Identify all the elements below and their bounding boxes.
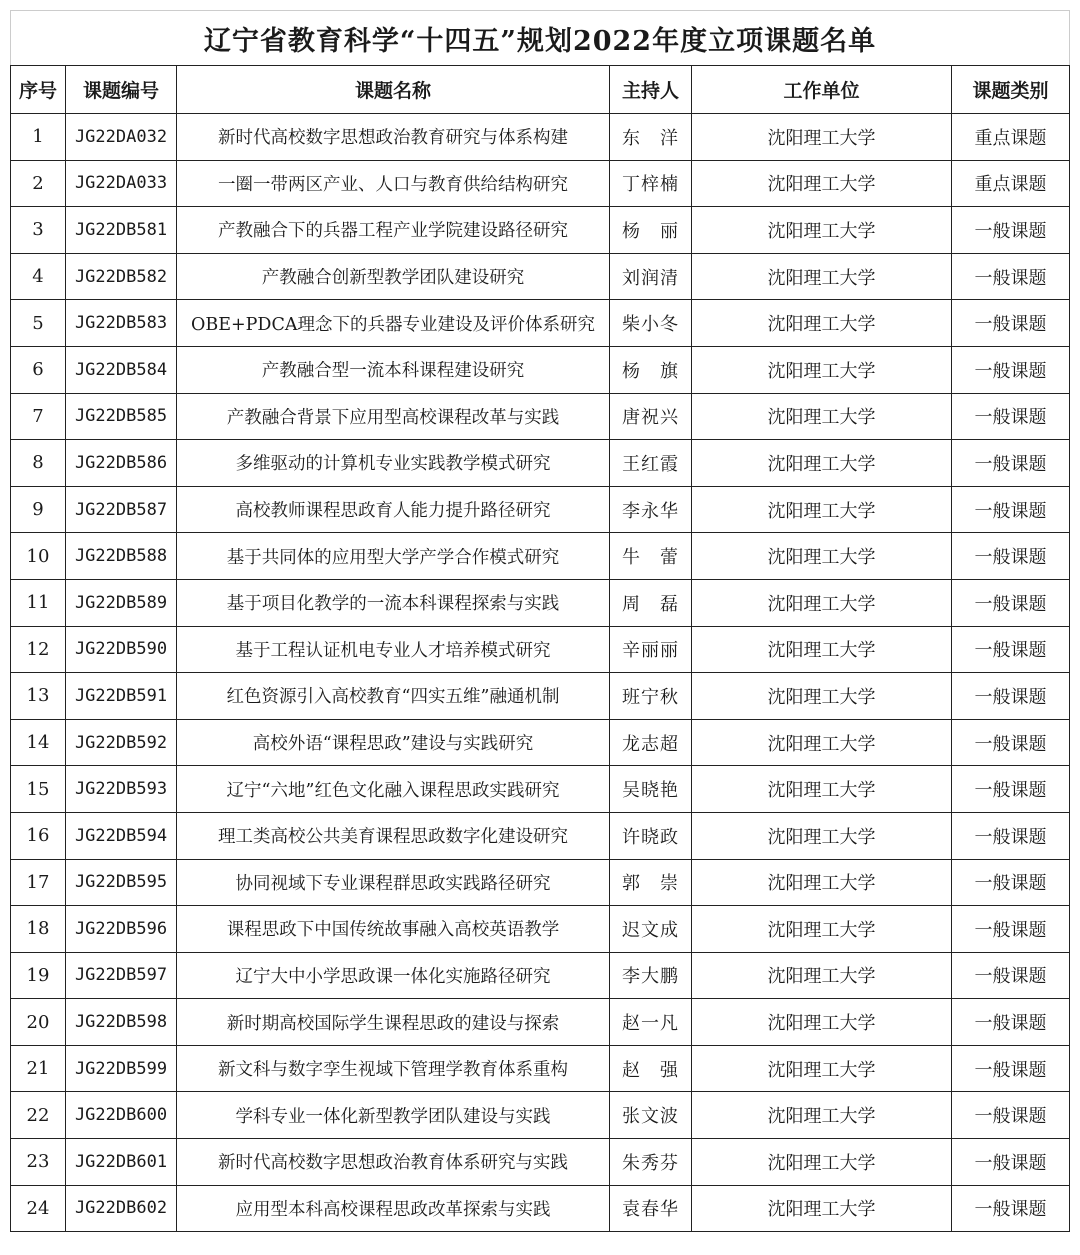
cell-seq: 15 <box>11 766 66 813</box>
table-row <box>11 207 1070 254</box>
cell-project: 基于共同体的应用型大学产学合作模式研究 <box>177 533 610 580</box>
cell-seq: 12 <box>11 626 66 673</box>
table-row <box>11 253 1070 300</box>
table-row <box>11 999 1070 1046</box>
cell-seq: 10 <box>11 533 66 580</box>
cell-project: 协同视域下专业课程群思政实践路径研究 <box>177 859 610 906</box>
cell-code: JG22DB581 <box>66 207 177 254</box>
cell-code: JG22DA033 <box>66 160 177 207</box>
table-row <box>11 626 1070 673</box>
cell-project: 辽宁“六地”红色文化融入课程思政实践研究 <box>177 766 610 813</box>
cell-category: 一般课题 <box>952 253 1070 300</box>
cell-category: 一般课题 <box>952 812 1070 859</box>
cell-unit: 沈阳理工大学 <box>692 160 952 207</box>
cell-seq: 13 <box>11 673 66 720</box>
cell-project: 新文科与数字孪生视域下管理学教育体系重构 <box>177 1045 610 1092</box>
cell-seq: 9 <box>11 486 66 533</box>
cell-host: 吴晓艳 <box>610 766 692 813</box>
cell-code: JG22DB592 <box>66 719 177 766</box>
cell-category: 一般课题 <box>952 533 1070 580</box>
cell-seq: 7 <box>11 393 66 440</box>
cell-category: 一般课题 <box>952 673 1070 720</box>
cell-host: 赵一凡 <box>610 999 692 1046</box>
cell-seq: 23 <box>11 1139 66 1186</box>
cell-code: JG22DB590 <box>66 626 177 673</box>
cell-project: 新时代高校数字思想政治教育研究与体系构建 <box>177 114 610 161</box>
table-row <box>11 906 1070 953</box>
cell-category: 一般课题 <box>952 1092 1070 1139</box>
header-host: 主持人 <box>610 66 692 114</box>
table-row <box>11 1045 1070 1092</box>
cell-unit: 沈阳理工大学 <box>692 440 952 487</box>
cell-host: 张文波 <box>610 1092 692 1139</box>
cell-category: 一般课题 <box>952 300 1070 347</box>
cell-code: JG22DB582 <box>66 253 177 300</box>
cell-unit: 沈阳理工大学 <box>692 346 952 393</box>
cell-seq: 6 <box>11 346 66 393</box>
cell-category: 一般课题 <box>952 859 1070 906</box>
cell-category: 一般课题 <box>952 486 1070 533</box>
cell-code: JG22DB596 <box>66 906 177 953</box>
cell-project: 红色资源引入高校教育“四实五维”融通机制 <box>177 673 610 720</box>
cell-code: JG22DB600 <box>66 1092 177 1139</box>
cell-seq: 14 <box>11 719 66 766</box>
cell-host: 许晓政 <box>610 812 692 859</box>
cell-unit: 沈阳理工大学 <box>692 300 952 347</box>
table-row <box>11 440 1070 487</box>
cell-project: 高校教师课程思政育人能力提升路径研究 <box>177 486 610 533</box>
cell-host: 朱秀芬 <box>610 1139 692 1186</box>
cell-unit: 沈阳理工大学 <box>692 253 952 300</box>
table-row <box>11 859 1070 906</box>
cell-category: 一般课题 <box>952 1185 1070 1232</box>
cell-project: 多维驱动的计算机专业实践教学模式研究 <box>177 440 610 487</box>
table-row <box>11 160 1070 207</box>
table-row <box>11 1185 1070 1232</box>
cell-unit: 沈阳理工大学 <box>692 1045 952 1092</box>
cell-category: 一般课题 <box>952 626 1070 673</box>
header-unit: 工作单位 <box>692 66 952 114</box>
cell-host: 柴小冬 <box>610 300 692 347</box>
cell-project: OBE+PDCA理念下的兵器专业建设及评价体系研究 <box>177 300 610 347</box>
cell-unit: 沈阳理工大学 <box>692 906 952 953</box>
cell-host: 唐祝兴 <box>610 393 692 440</box>
cell-seq: 2 <box>11 160 66 207</box>
cell-unit: 沈阳理工大学 <box>692 114 952 161</box>
cell-project: 产教融合型一流本科课程建设研究 <box>177 346 610 393</box>
cell-project: 应用型本科高校课程思政改革探索与实践 <box>177 1185 610 1232</box>
cell-project: 理工类高校公共美育课程思政数字化建设研究 <box>177 812 610 859</box>
cell-host: 李永华 <box>610 486 692 533</box>
cell-code: JG22DB588 <box>66 533 177 580</box>
table-row <box>11 673 1070 720</box>
cell-host: 赵 强 <box>610 1045 692 1092</box>
cell-seq: 8 <box>11 440 66 487</box>
header-category: 课题类别 <box>952 66 1070 114</box>
table-row <box>11 1139 1070 1186</box>
cell-unit: 沈阳理工大学 <box>692 812 952 859</box>
cell-seq: 4 <box>11 253 66 300</box>
cell-category: 一般课题 <box>952 207 1070 254</box>
cell-code: JG22DB587 <box>66 486 177 533</box>
cell-unit: 沈阳理工大学 <box>692 207 952 254</box>
cell-unit: 沈阳理工大学 <box>692 579 952 626</box>
cell-unit: 沈阳理工大学 <box>692 486 952 533</box>
cell-seq: 18 <box>11 906 66 953</box>
cell-project: 新时期高校国际学生课程思政的建设与探索 <box>177 999 610 1046</box>
cell-host: 刘润清 <box>610 253 692 300</box>
cell-category: 一般课题 <box>952 579 1070 626</box>
cell-category: 一般课题 <box>952 393 1070 440</box>
cell-unit: 沈阳理工大学 <box>692 859 952 906</box>
cell-seq: 5 <box>11 300 66 347</box>
cell-seq: 1 <box>11 114 66 161</box>
cell-category: 重点课题 <box>952 114 1070 161</box>
cell-unit: 沈阳理工大学 <box>692 533 952 580</box>
cell-code: JG22DB593 <box>66 766 177 813</box>
cell-host: 班宁秋 <box>610 673 692 720</box>
cell-category: 一般课题 <box>952 906 1070 953</box>
cell-host: 东 洋 <box>610 114 692 161</box>
cell-project: 基于工程认证机电专业人才培养模式研究 <box>177 626 610 673</box>
cell-code: JG22DB589 <box>66 579 177 626</box>
cell-project: 产教融合创新型教学团队建设研究 <box>177 253 610 300</box>
header-code: 课题编号 <box>66 66 177 114</box>
cell-code: JG22DB586 <box>66 440 177 487</box>
cell-code: JG22DB601 <box>66 1139 177 1186</box>
cell-unit: 沈阳理工大学 <box>692 1185 952 1232</box>
cell-unit: 沈阳理工大学 <box>692 673 952 720</box>
cell-host: 龙志超 <box>610 719 692 766</box>
cell-seq: 16 <box>11 812 66 859</box>
cell-code: JG22DB585 <box>66 393 177 440</box>
cell-host: 李大鹏 <box>610 952 692 999</box>
header-project: 课题名称 <box>177 66 610 114</box>
cell-project: 辽宁大中小学思政课一体化实施路径研究 <box>177 952 610 999</box>
cell-code: JG22DB591 <box>66 673 177 720</box>
cell-unit: 沈阳理工大学 <box>692 393 952 440</box>
project-list-document <box>10 10 1069 1232</box>
cell-seq: 21 <box>11 1045 66 1092</box>
table-row <box>11 579 1070 626</box>
cell-category: 一般课题 <box>952 952 1070 999</box>
cell-unit: 沈阳理工大学 <box>692 766 952 813</box>
cell-seq: 17 <box>11 859 66 906</box>
table-row <box>11 114 1070 161</box>
cell-seq: 11 <box>11 579 66 626</box>
table-row <box>11 486 1070 533</box>
cell-category: 一般课题 <box>952 440 1070 487</box>
table-row <box>11 766 1070 813</box>
cell-project: 学科专业一体化新型教学团队建设与实践 <box>177 1092 610 1139</box>
table-row <box>11 719 1070 766</box>
cell-category: 一般课题 <box>952 1139 1070 1186</box>
cell-unit: 沈阳理工大学 <box>692 999 952 1046</box>
cell-project: 高校外语“课程思政”建设与实践研究 <box>177 719 610 766</box>
cell-category: 重点课题 <box>952 160 1070 207</box>
document-title: 辽宁省教育科学“十四五”规划2022年度立项课题名单 <box>11 11 1070 66</box>
cell-seq: 24 <box>11 1185 66 1232</box>
cell-host: 周 磊 <box>610 579 692 626</box>
cell-unit: 沈阳理工大学 <box>692 626 952 673</box>
table-row <box>11 812 1070 859</box>
cell-code: JG22DA032 <box>66 114 177 161</box>
cell-host: 迟文成 <box>610 906 692 953</box>
cell-code: JG22DB594 <box>66 812 177 859</box>
cell-project: 产教融合背景下应用型高校课程改革与实践 <box>177 393 610 440</box>
cell-category: 一般课题 <box>952 766 1070 813</box>
cell-code: JG22DB583 <box>66 300 177 347</box>
cell-project: 一圈一带两区产业、人口与教育供给结构研究 <box>177 160 610 207</box>
cell-project: 基于项目化教学的一流本科课程探索与实践 <box>177 579 610 626</box>
table-row <box>11 393 1070 440</box>
table-row <box>11 346 1070 393</box>
cell-code: JG22DB584 <box>66 346 177 393</box>
cell-unit: 沈阳理工大学 <box>692 1139 952 1186</box>
cell-code: JG22DB598 <box>66 999 177 1046</box>
cell-project: 新时代高校数字思想政治教育体系研究与实践 <box>177 1139 610 1186</box>
cell-host: 杨 旗 <box>610 346 692 393</box>
table-body <box>11 114 1070 1232</box>
cell-unit: 沈阳理工大学 <box>692 719 952 766</box>
cell-host: 牛 蕾 <box>610 533 692 580</box>
table-row <box>11 533 1070 580</box>
cell-unit: 沈阳理工大学 <box>692 952 952 999</box>
project-table <box>10 10 1070 1232</box>
cell-seq: 3 <box>11 207 66 254</box>
cell-project: 产教融合下的兵器工程产业学院建设路径研究 <box>177 207 610 254</box>
cell-host: 丁梓楠 <box>610 160 692 207</box>
cell-host: 王红霞 <box>610 440 692 487</box>
cell-code: JG22DB597 <box>66 952 177 999</box>
cell-seq: 22 <box>11 1092 66 1139</box>
table-row <box>11 300 1070 347</box>
cell-host: 袁春华 <box>610 1185 692 1232</box>
cell-host: 辛丽丽 <box>610 626 692 673</box>
table-row <box>11 1092 1070 1139</box>
cell-host: 郭 崇 <box>610 859 692 906</box>
cell-category: 一般课题 <box>952 999 1070 1046</box>
cell-category: 一般课题 <box>952 719 1070 766</box>
cell-code: JG22DB595 <box>66 859 177 906</box>
cell-code: JG22DB602 <box>66 1185 177 1232</box>
cell-category: 一般课题 <box>952 1045 1070 1092</box>
cell-category: 一般课题 <box>952 346 1070 393</box>
cell-unit: 沈阳理工大学 <box>692 1092 952 1139</box>
header-row <box>11 66 1070 114</box>
cell-host: 杨 丽 <box>610 207 692 254</box>
cell-project: 课程思政下中国传统故事融入高校英语教学 <box>177 906 610 953</box>
header-seq: 序号 <box>11 66 66 114</box>
cell-code: JG22DB599 <box>66 1045 177 1092</box>
table-row <box>11 952 1070 999</box>
cell-seq: 19 <box>11 952 66 999</box>
cell-seq: 20 <box>11 999 66 1046</box>
